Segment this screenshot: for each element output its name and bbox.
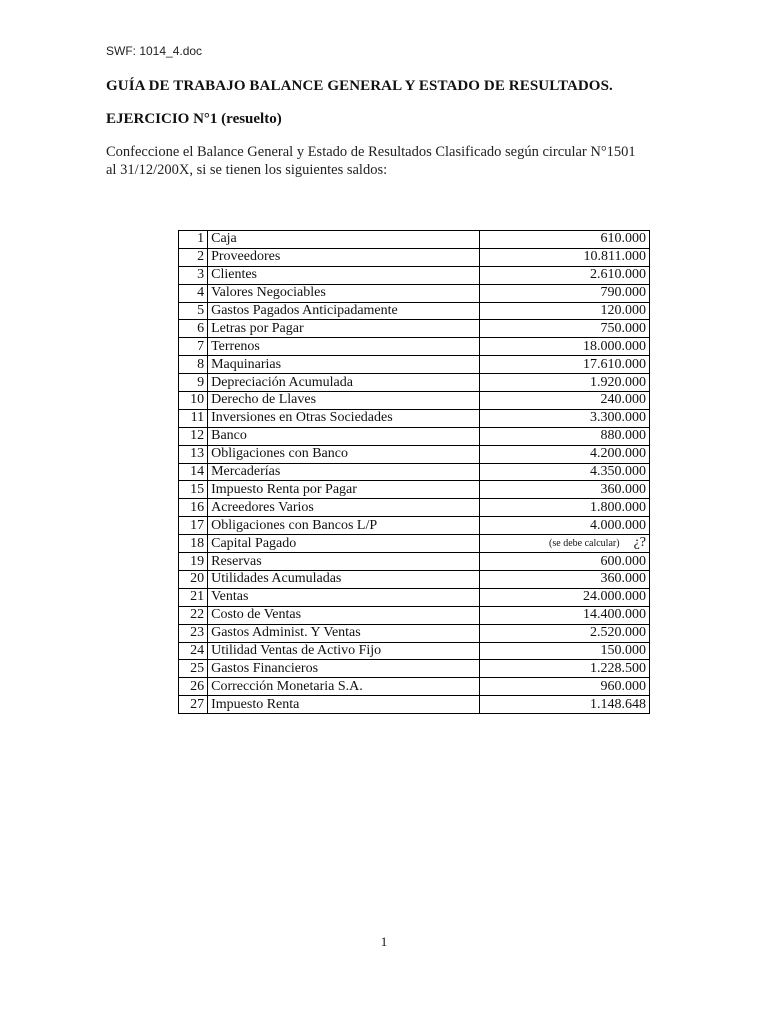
table-row [179,302,650,320]
row-number: 15 [179,481,208,499]
account-amount [480,696,650,714]
row-number: 6 [179,320,208,338]
table-row [179,445,650,463]
account-amount [480,320,650,338]
account-amount [480,678,650,696]
account-name: Maquinarias [208,356,480,374]
account-name: Gastos Financieros [208,660,480,678]
row-number: 2 [179,248,208,266]
amount-value: 4.350.000 [590,464,646,480]
account-amount [480,588,650,606]
account-name: Costo de Ventas [208,606,480,624]
table-row [179,678,650,696]
account-amount [480,481,650,499]
amount-value: 750.000 [600,320,646,336]
amount-value: 14.400.000 [583,607,646,623]
account-amount [480,624,650,642]
row-number: 3 [179,266,208,284]
exercise-heading: EJERCICIO N°1 (resuelto) [106,111,282,127]
account-amount [480,517,650,535]
table-row [179,553,650,571]
account-name: Obligaciones con Bancos L/P [208,517,480,535]
calculation-note: (se debe calcular) [549,538,620,550]
account-amount [480,445,650,463]
document-filename: SWF: 1014_4.doc [106,44,203,58]
account-amount [480,266,650,284]
table-row [179,231,650,249]
row-number: 18 [179,535,208,553]
balances-table-body [179,231,650,714]
account-name: Impuesto Renta por Pagar [208,481,480,499]
table-row [179,284,650,302]
account-name: Banco [208,427,480,445]
amount-value: 1.920.000 [590,374,646,390]
account-amount [480,356,650,374]
account-name: Valores Negociables [208,284,480,302]
table-row [179,660,650,678]
row-number: 12 [179,427,208,445]
table-row [179,535,650,553]
page-number: 1 [380,934,388,949]
account-amount [480,535,650,553]
account-amount [480,231,650,249]
row-number: 9 [179,374,208,392]
table-row [179,320,650,338]
row-number: 24 [179,642,208,660]
exercise-instructions [106,143,666,179]
amount-value: 1.148.648 [590,696,646,712]
balances-table [178,230,650,714]
account-name: Mercaderías [208,463,480,481]
row-number: 21 [179,588,208,606]
account-amount [480,553,650,571]
amount-value: 2.520.000 [590,625,646,641]
row-number: 27 [179,696,208,714]
amount-value: 18.000.000 [583,338,646,354]
account-amount [480,338,650,356]
row-number: 16 [179,499,208,517]
amount-value: 24.000.000 [583,589,646,605]
account-name: Acreedores Varios [208,499,480,517]
account-name: Clientes [208,266,480,284]
table-row [179,481,650,499]
table-row [179,463,650,481]
account-name: Capital Pagado [208,535,480,553]
table-row [179,248,650,266]
account-name: Depreciación Acumulada [208,374,480,392]
account-name: Utilidad Ventas de Activo Fijo [208,642,480,660]
account-amount [480,642,650,660]
account-name: Gastos Pagados Anticipadamente [208,302,480,320]
amount-value: 120.000 [600,303,646,318]
row-number: 14 [179,463,208,481]
amount-value: 3.300.000 [590,410,646,426]
amount-value: 4.200.000 [590,446,646,462]
table-row [179,499,650,517]
amount-value: 17.610.000 [583,356,646,372]
amount-value: 610.000 [600,231,646,247]
amount-value: ¿? [633,535,646,551]
account-name: Impuesto Renta [208,696,480,714]
amount-value: 240.000 [600,392,646,408]
amount-value: 790.000 [600,285,646,301]
account-name: Proveedores [208,248,480,266]
account-amount [480,463,650,481]
row-number: 19 [179,553,208,571]
table-row [179,392,650,410]
amount-value: 150.000 [600,643,646,659]
table-row [179,642,650,660]
table-row [179,374,650,392]
account-name: Reservas [208,553,480,571]
table-row [179,356,650,374]
account-amount [480,284,650,302]
account-amount [480,374,650,392]
account-name: Obligaciones con Banco [208,445,480,463]
account-amount [480,427,650,445]
table-row [179,427,650,445]
instructions-line-2: al 31/12/200X, si se tienen los siguientes saldos: [106,162,388,178]
row-number: 22 [179,606,208,624]
row-number: 5 [179,302,208,320]
amount-value: 1.800.000 [590,499,646,515]
table-row [179,338,650,356]
row-number: 26 [179,678,208,696]
account-name: Inversiones en Otras Sociedades [208,409,480,427]
amount-value: 4.000.000 [590,517,646,533]
account-amount [480,248,650,266]
account-name: Corrección Monetaria S.A. [208,678,480,696]
account-amount [480,606,650,624]
amount-value: 10.811.000 [583,249,646,265]
amount-value: 600.000 [600,553,646,569]
document-title: GUÍA DE TRABAJO BALANCE GENERAL Y ESTADO DE RESULTADOS. [106,78,613,94]
amount-value: 360.000 [600,481,646,497]
table-row [179,266,650,284]
account-amount [480,409,650,427]
account-name: Derecho de Llaves [208,392,480,410]
amount-value: 1.228.500 [590,660,646,676]
row-number: 20 [179,571,208,589]
account-name: Ventas [208,588,480,606]
table-row [179,571,650,589]
table-row [179,606,650,624]
account-name: Letras por Pagar [208,320,480,338]
amount-value: 2.610.000 [590,267,646,283]
row-number: 25 [179,660,208,678]
account-name: Gastos Administ. Y Ventas [208,624,480,642]
table-row [179,409,650,427]
amount-value: 960.000 [600,678,646,694]
row-number: 13 [179,445,208,463]
amount-value: 880.000 [600,428,646,444]
table-row [179,517,650,535]
row-number: 4 [179,284,208,302]
table-row [179,696,650,714]
row-number: 10 [179,392,208,410]
account-amount [480,392,650,410]
row-number: 17 [179,517,208,535]
row-number: 11 [179,409,208,427]
amount-value: 360.000 [600,571,646,587]
row-number: 1 [179,231,208,249]
account-amount [480,660,650,678]
account-name: Utilidades Acumuladas [208,571,480,589]
table-row [179,624,650,642]
row-number: 7 [179,338,208,356]
account-amount [480,571,650,589]
row-number: 8 [179,356,208,374]
account-amount [480,499,650,517]
table-row [179,588,650,606]
instructions-line-1: Confeccione el Balance General y Estado de Resultados Clasificado según circular N°1501 [106,144,636,160]
account-name: Caja [208,231,480,249]
account-amount [480,302,650,320]
account-name: Terrenos [208,338,480,356]
row-number: 23 [179,624,208,642]
